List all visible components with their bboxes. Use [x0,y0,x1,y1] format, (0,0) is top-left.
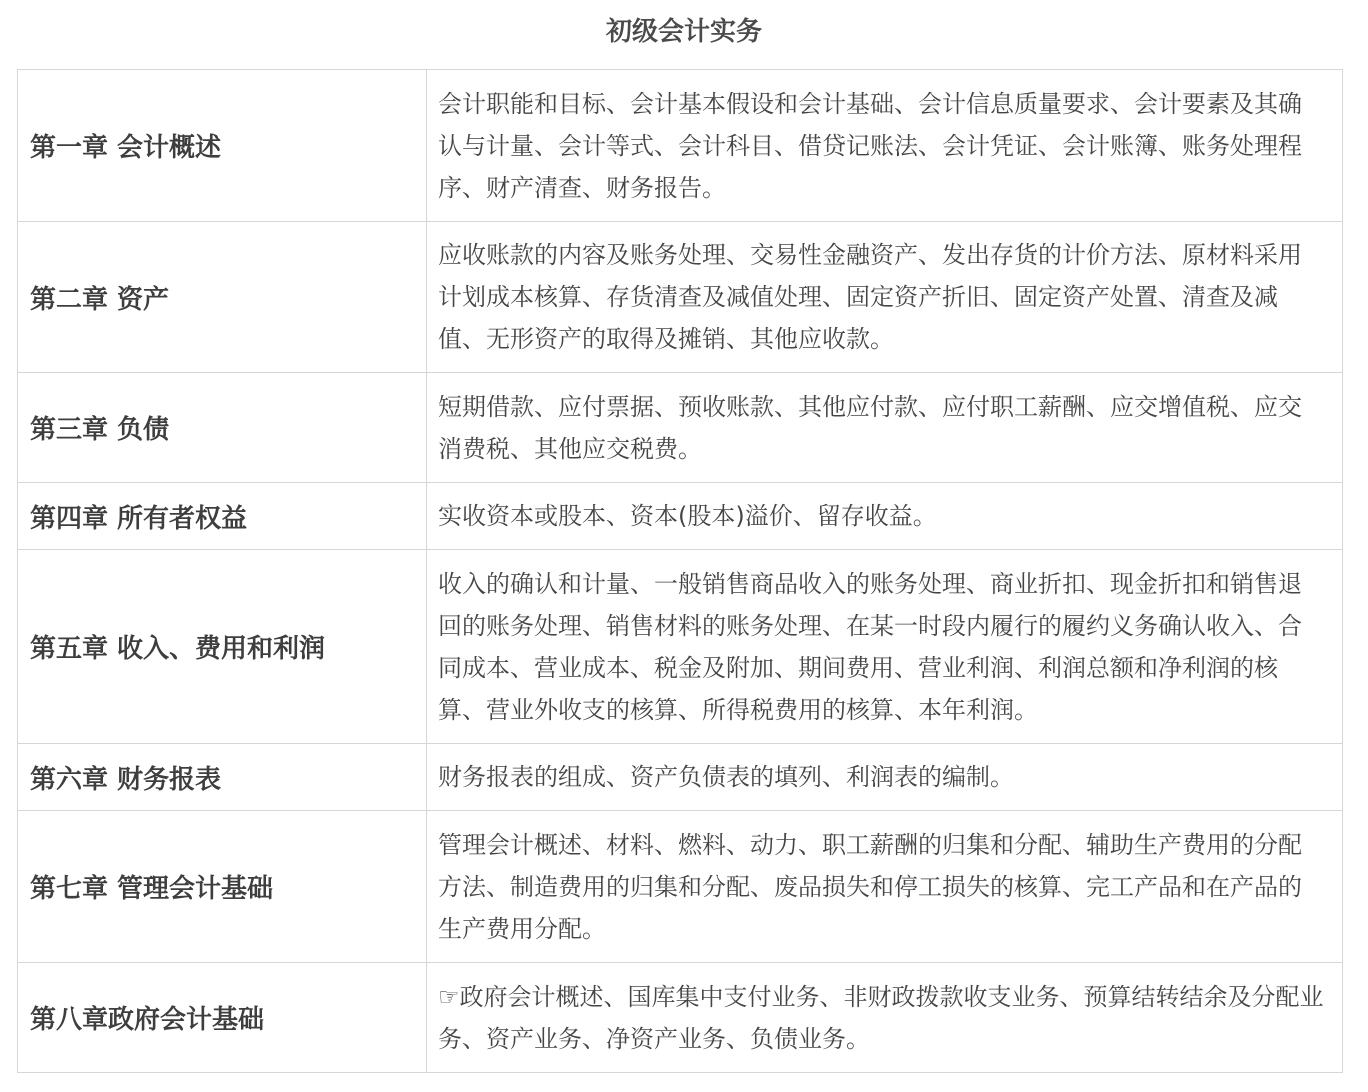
table-row [18,811,1343,963]
chapter-content: 实收资本或股本、资本(股本)溢价、留存收益。 [427,483,1343,550]
chapter-name: 第四章 所有者权益 [18,483,427,550]
chapter-content: 财务报表的组成、资产负债表的填列、利润表的编制。 [427,744,1343,811]
document-title: 初级会计实务 [605,17,762,47]
chapter-name: 第五章 收入、费用和利润 [18,550,427,744]
chapter-table [17,69,1343,1073]
chapter-content: 管理会计概述、材料、燃料、动力、职工薪酬的归集和分配、辅助生产费用的分配方法、制造费用的归集和分配、废品损失和停工损失的核算、完工产品和在产品的生产费用分配。 [427,811,1343,963]
table-row [18,70,1343,222]
chapter-name: 第三章 负债 [18,373,427,483]
chapter-name: 第八章政府会计基础 [18,963,427,1073]
chapter-content: 会计职能和目标、会计基本假设和会计基础、会计信息质量要求、会计要素及其确认与计量、会计等式、会计科目、借贷记账法、会计凭证、会计账簿、账务处理程序、财产清查、财务报告。 [427,70,1343,222]
chapter-name: 第六章 财务报表 [18,744,427,811]
table-row [18,963,1343,1073]
table-row [18,373,1343,483]
table-row [18,744,1343,811]
table-row [18,550,1343,744]
chapter-name: 第二章 资产 [18,222,427,373]
chapter-name: 第七章 管理会计基础 [18,811,427,963]
chapter-content: 收入的确认和计量、一般销售商品收入的账务处理、商业折扣、现金折扣和销售退回的账务处理、销售材料的账务处理、在某一时段内履行的履约义务确认收入、合同成本、营业成本、税金及附加、期间费用、营业利润、利润总额和净利润的核算、营业外收支的核算、所得税费用的核算、本年利润。 [427,550,1343,744]
chapter-name: 第一章 会计概述 [18,70,427,222]
chapter-content: 应收账款的内容及账务处理、交易性金融资产、发出存货的计价方法、原材料采用计划成本核算、存货清查及减值处理、固定资产折旧、固定资产处置、清查及减值、无形资产的取得及摊销、其他应收款。 [427,222,1343,373]
chapter-content: 短期借款、应付票据、预收账款、其他应付款、应付职工薪酬、应交增值税、应交消费税、其他应交税费。 [427,373,1343,483]
table-row [18,222,1343,373]
chapter-content: ☞政府会计概述、国库集中支付业务、非财政拨款收支业务、预算结转结余及分配业务、资产业务、净资产业务、负债业务。 [427,963,1343,1073]
table-row [18,483,1343,550]
